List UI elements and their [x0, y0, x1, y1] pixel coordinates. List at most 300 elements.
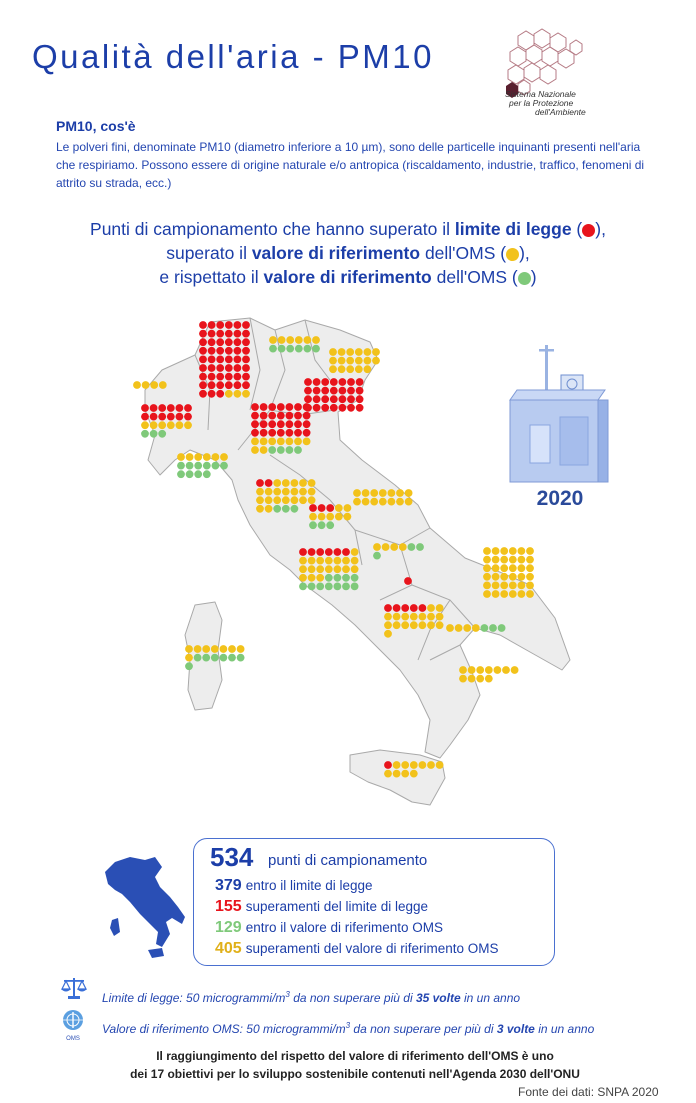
sampling-point-dot [390, 543, 398, 551]
sampling-point-dot [393, 761, 401, 769]
sampling-point-dot [158, 413, 166, 421]
sampling-point-dot [518, 582, 526, 590]
sampling-point-dot [299, 583, 307, 591]
sampling-point-dot [220, 453, 228, 461]
sampling-point-dot [185, 645, 193, 653]
sampling-point-dot [489, 624, 497, 632]
sampling-point-dot [242, 364, 250, 372]
mini-italy-icon [100, 852, 190, 962]
sampling-point-dot [237, 645, 245, 653]
sampling-point-dot [211, 645, 219, 653]
sampling-point-dot [286, 412, 294, 420]
sampling-point-dot [304, 387, 312, 395]
sampling-point-dot [405, 498, 413, 506]
sampling-point-dot [492, 547, 500, 555]
stat-row [215, 877, 373, 895]
sampling-point-dot [500, 564, 508, 572]
sampling-point-dot [436, 613, 444, 621]
sampling-point-dot [379, 489, 387, 497]
sampling-point-dot [339, 395, 347, 403]
sampling-point-dot [393, 770, 401, 778]
sampling-point-dot [150, 404, 158, 412]
sampling-point-dot [316, 574, 324, 582]
sampling-point-dot [256, 496, 264, 504]
sampling-point-dot [419, 621, 427, 629]
sampling-point-dot [347, 387, 355, 395]
sampling-point-dot [339, 378, 347, 386]
sampling-point-dot [202, 654, 210, 662]
sampling-point-dot [260, 412, 268, 420]
sampling-point-dot [316, 557, 324, 565]
sampling-point-dot [282, 488, 290, 496]
sampling-point-dot [199, 338, 207, 346]
sampling-point-dot [351, 574, 359, 582]
sampling-point-dot [294, 412, 302, 420]
sampling-point-dot [526, 564, 534, 572]
sampling-point-dot [401, 604, 409, 612]
logo-line-1: Sistema Nazionale [505, 89, 576, 99]
sampling-point-dot [242, 330, 250, 338]
sampling-point-dot [208, 338, 216, 346]
sampling-point-dot [199, 364, 207, 372]
sampling-point-dot [186, 462, 194, 470]
sampling-point-dot [500, 573, 508, 581]
sampling-point-dot [492, 573, 500, 581]
sampling-point-dot [399, 543, 407, 551]
sampling-point-dot [388, 498, 396, 506]
stat-row [215, 919, 443, 937]
total-count: 534 [210, 842, 254, 872]
sampling-point-dot [351, 557, 359, 565]
sampling-point-dot [370, 489, 378, 497]
sampling-point-dot [251, 420, 259, 428]
sampling-point-dot [483, 582, 491, 590]
sampling-point-dot [330, 387, 338, 395]
sampling-point-dot [150, 381, 158, 389]
sampling-point-dot [304, 395, 312, 403]
sampling-point-dot [518, 547, 526, 555]
sampling-point-dot [212, 462, 220, 470]
sampling-point-dot [362, 498, 370, 506]
sampling-point-dot [234, 330, 242, 338]
sampling-point-dot [325, 574, 333, 582]
sampling-point-dot [344, 504, 352, 512]
sampling-point-dot [342, 583, 350, 591]
stat-label: superamenti del valore di riferimento OMS [245, 941, 499, 956]
sampling-point-dot [388, 489, 396, 497]
sampling-point-dot [216, 330, 224, 338]
sampling-point-dot [225, 390, 233, 398]
sampling-point-dot [282, 505, 290, 513]
sampling-point-dot [356, 378, 364, 386]
sampling-point-dot [526, 590, 534, 598]
who-mid: da non superare per più di [350, 1022, 497, 1036]
region-dots-liguria [177, 453, 228, 478]
sampling-point-dot [286, 446, 294, 454]
sampling-point-dot [308, 574, 316, 582]
sampling-point-dot [483, 573, 491, 581]
sampling-point-dot [316, 583, 324, 591]
sampling-point-dot [509, 547, 517, 555]
sampling-point-dot [526, 547, 534, 555]
sampling-point-dot [194, 470, 202, 478]
sampling-point-dot [500, 582, 508, 590]
sampling-point-dot [216, 356, 224, 364]
sampling-point-dot [286, 403, 294, 411]
sampling-point-dot [342, 557, 350, 565]
sampling-point-dot [251, 412, 259, 420]
sampling-point-dot [384, 770, 392, 778]
sampling-point-dot [203, 470, 211, 478]
sampling-point-dot [355, 357, 363, 365]
sampling-point-dot [485, 666, 493, 674]
sampling-point-dot [500, 590, 508, 598]
sampling-point-dot [277, 420, 285, 428]
sampling-point-dot [176, 404, 184, 412]
sampling-point-dot [225, 330, 233, 338]
law-limit-note [102, 990, 520, 1005]
sampling-point-dot [199, 330, 207, 338]
sampling-point-dot [216, 381, 224, 389]
stat-label: superamenti del limite di legge [245, 899, 429, 914]
sampling-point-dot [483, 556, 491, 564]
sampling-point-dot [158, 404, 166, 412]
sampling-point-dot [234, 321, 242, 329]
sampling-point-dot [294, 446, 302, 454]
sampling-point-dot [273, 505, 281, 513]
sampling-point-dot [518, 573, 526, 581]
sampling-point-dot [299, 565, 307, 573]
sampling-point-dot [133, 381, 141, 389]
headline-l3b: valore di riferimento [263, 267, 432, 287]
sampling-point-dot [364, 348, 372, 356]
sampling-point-dot [419, 761, 427, 769]
sampling-point-dot [251, 429, 259, 437]
sampling-point-dot [318, 521, 326, 529]
sampling-point-dot [355, 365, 363, 373]
sampling-point-dot [325, 548, 333, 556]
sampling-point-dot [483, 590, 491, 598]
logo-line-2: per la Protezione [509, 98, 574, 108]
sampling-point-dot [410, 770, 418, 778]
sampling-point-dot [158, 421, 166, 429]
sampling-point-dot [260, 446, 268, 454]
sampling-point-dot [335, 504, 343, 512]
sampling-point-dot [242, 338, 250, 346]
sampling-point-dot [256, 479, 264, 487]
sampling-point-dot [208, 321, 216, 329]
sampling-point-dot [194, 654, 202, 662]
sampling-point-dot [150, 430, 158, 438]
sampling-point-dot [330, 378, 338, 386]
sampling-point-dot [483, 547, 491, 555]
sampling-point-dot [325, 557, 333, 565]
footer-line-1: Il raggiungimento del rispetto del valore di riferimento dell'OMS è uno [156, 1049, 554, 1063]
sampling-point-dot [291, 496, 299, 504]
sampling-point-dot [260, 403, 268, 411]
sampling-point-dot [199, 347, 207, 355]
sampling-point-dot [304, 378, 312, 386]
sampling-point-dot [309, 504, 317, 512]
sampling-point-dot [346, 348, 354, 356]
headline-l1a: Punti di campionamento che hanno superato il [90, 219, 455, 239]
sampling-point-dot [353, 489, 361, 497]
sampling-point-dot [194, 645, 202, 653]
sampling-point-dot [498, 624, 506, 632]
sampling-point-dot [404, 577, 412, 585]
sampling-point-dot [313, 404, 321, 412]
sampling-point-dot [202, 645, 210, 653]
sampling-point-dot [141, 404, 149, 412]
headline-l2d: ), [519, 243, 530, 263]
sampling-point-dot [492, 556, 500, 564]
sampling-point-dot [455, 624, 463, 632]
sampling-point-dot [308, 565, 316, 573]
sampling-point-dot [294, 438, 302, 446]
who-logo-icon [60, 1008, 86, 1042]
sampling-point-dot [347, 378, 355, 386]
sampling-point-dot [273, 496, 281, 504]
sampling-point-dot [177, 462, 185, 470]
sampling-point-dot [468, 666, 476, 674]
sampling-point-dot [294, 403, 302, 411]
sampling-point-dot [500, 556, 508, 564]
sampling-point-dot [356, 395, 364, 403]
stat-label: entro il valore di riferimento OMS [245, 920, 444, 935]
sampling-point-dot [492, 590, 500, 598]
sampling-point-dot [273, 488, 281, 496]
sampling-point-dot [203, 453, 211, 461]
sampling-point-dot [344, 513, 352, 521]
sampling-point-dot [208, 364, 216, 372]
sampling-point-dot [313, 378, 321, 386]
sampling-point-dot [329, 348, 337, 356]
sampling-point-dot [347, 395, 355, 403]
sampling-point-dot [184, 421, 192, 429]
monitoring-station-icon [505, 345, 615, 485]
law-mid: da non superare più di [289, 991, 416, 1005]
sampling-point-dot [338, 365, 346, 373]
sampling-point-dot [216, 390, 224, 398]
sampling-point-dot [194, 453, 202, 461]
sampling-point-dot [303, 412, 311, 420]
year-label: 2020 [536, 487, 584, 510]
sampling-point-dot [177, 453, 185, 461]
sampling-point-dot [405, 489, 413, 497]
sampling-point-dot [308, 557, 316, 565]
sampling-point-dot [419, 613, 427, 621]
sampling-point-dot [309, 513, 317, 521]
sampling-point-dot [384, 604, 392, 612]
sampling-point-dot [308, 548, 316, 556]
sampling-point-dot [526, 573, 534, 581]
sampling-point-dot [286, 345, 294, 353]
sampling-point-dot [291, 488, 299, 496]
sampling-point-dot [436, 761, 444, 769]
sampling-point-dot [225, 381, 233, 389]
headline-l2c: dell'OMS ( [420, 243, 507, 263]
sampling-point-dot [384, 630, 392, 638]
definition-text: Le polveri fini, denominate PM10 (diametro inferiore a 10 µm), sono delle particelle inquinanti presenti nell'aria che respiriamo. Possono essere di origine naturale e/o antropica (riscaldamento, industrie, traffico, fenomeni di attrito su strada, ecc.) [56, 140, 645, 190]
sampling-point-dot [401, 621, 409, 629]
sampling-point-dot [335, 513, 343, 521]
stat-number: 155 [215, 898, 242, 915]
sampling-point-dot [299, 557, 307, 565]
sampling-point-dot [330, 404, 338, 412]
who-bold: 3 volte [496, 1022, 535, 1036]
sampling-point-dot [208, 330, 216, 338]
sampling-point-dot [410, 604, 418, 612]
sampling-point-dot [342, 565, 350, 573]
sampling-point-dot [299, 574, 307, 582]
sampling-point-dot [338, 357, 346, 365]
sampling-point-dot [370, 498, 378, 506]
sampling-point-dot [234, 390, 242, 398]
sampling-point-dot [268, 403, 276, 411]
sampling-point-dot [304, 336, 312, 344]
sampling-point-dot [268, 420, 276, 428]
sampling-point-dot [282, 479, 290, 487]
sampling-point-dot [373, 552, 381, 560]
sampling-point-dot [208, 390, 216, 398]
sampling-point-dot [225, 356, 233, 364]
sampling-point-dot [401, 761, 409, 769]
sampling-point-dot [278, 345, 286, 353]
stat-number: 129 [215, 919, 242, 936]
sampling-point-dot [526, 582, 534, 590]
sampling-point-dot [228, 654, 236, 662]
sampling-point-dot [242, 356, 250, 364]
sampling-point-dot [334, 583, 342, 591]
sampling-point-dot [242, 381, 250, 389]
sampling-point-dot [427, 604, 435, 612]
sampling-point-dot [295, 336, 303, 344]
sampling-point-dot [269, 345, 277, 353]
sampling-point-dot [308, 479, 316, 487]
sampling-point-dot [351, 565, 359, 573]
sampling-point-dot [251, 403, 259, 411]
sampling-point-dot [468, 675, 476, 683]
sampling-point-dot [308, 496, 316, 504]
stat-row [215, 898, 428, 916]
sampling-point-dot [159, 381, 167, 389]
sampling-point-dot [208, 347, 216, 355]
who-reference-note [102, 1021, 594, 1036]
stat-label: entro il limite di legge [245, 878, 373, 893]
sampling-point-dot [436, 604, 444, 612]
sampling-point-dot [268, 412, 276, 420]
logo-text [505, 90, 586, 117]
sampling-point-dot [500, 547, 508, 555]
sampling-point-dot [199, 356, 207, 364]
sampling-point-dot [234, 381, 242, 389]
sampling-point-dot [234, 338, 242, 346]
sampling-point-dot [216, 321, 224, 329]
sampling-point-dot [382, 543, 390, 551]
sampling-point-dot [408, 543, 416, 551]
sampling-point-dot [260, 438, 268, 446]
sampling-point-dot [396, 498, 404, 506]
sampling-point-dot [141, 413, 149, 421]
sampling-point-dot [216, 347, 224, 355]
sampling-point-dot [316, 565, 324, 573]
headline-l3c: dell'OMS ( [431, 267, 518, 287]
sampling-point-dot [167, 413, 175, 421]
sampling-point-dot [334, 574, 342, 582]
sampling-point-dot [208, 356, 216, 364]
sampling-point-dot [220, 645, 228, 653]
sampling-point-dot [384, 613, 392, 621]
sampling-point-dot [410, 621, 418, 629]
sampling-point-dot [256, 488, 264, 496]
sampling-point-dot [299, 488, 307, 496]
sampling-point-dot [339, 404, 347, 412]
stat-row [215, 940, 499, 958]
sampling-point-dot [299, 479, 307, 487]
headline-l1d: ), [595, 219, 606, 239]
sampling-point-dot [225, 338, 233, 346]
sampling-point-dot [472, 624, 480, 632]
sampling-point-dot [277, 429, 285, 437]
sampling-point-dot [220, 462, 228, 470]
sampling-point-dot [502, 666, 510, 674]
sampling-point-dot [265, 488, 273, 496]
sampling-point-dot [225, 373, 233, 381]
law-pre: Limite di legge: 50 microgrammi/m [102, 991, 286, 1005]
sampling-point-dot [509, 556, 517, 564]
sampling-point-dot [334, 565, 342, 573]
sampling-point-dot [393, 604, 401, 612]
sicily-shape [350, 750, 445, 805]
sampling-point-dot [216, 338, 224, 346]
sampling-point-dot [326, 513, 334, 521]
sampling-point-dot [313, 395, 321, 403]
sampling-point-dot [509, 573, 517, 581]
sampling-point-dot [325, 565, 333, 573]
sampling-point-dot [308, 488, 316, 496]
sampling-point-dot [228, 645, 236, 653]
sampling-point-dot [321, 387, 329, 395]
sampling-point-dot [277, 403, 285, 411]
sampling-point-dot [176, 421, 184, 429]
sampling-point-dot [199, 381, 207, 389]
sampling-point-dot [225, 321, 233, 329]
sampling-point-dot [309, 521, 317, 529]
sampling-point-dot [427, 613, 435, 621]
headline-l2a: superato il [166, 243, 252, 263]
sampling-point-dot [436, 621, 444, 629]
sampling-point-dot [492, 582, 500, 590]
sampling-point-dot [401, 770, 409, 778]
sampling-point-dot [346, 357, 354, 365]
sampling-point-dot [312, 345, 320, 353]
sampling-point-dot [199, 373, 207, 381]
sampling-point-dot [278, 336, 286, 344]
sampling-point-dot [142, 381, 150, 389]
stat-number: 379 [215, 877, 242, 894]
sampling-point-dot [427, 761, 435, 769]
sampling-point-dot [286, 429, 294, 437]
headline [20, 217, 676, 289]
sampling-point-dot [291, 479, 299, 487]
sampling-point-dot [265, 479, 273, 487]
sampling-point-dot [481, 624, 489, 632]
sampling-point-dot [286, 420, 294, 428]
sampling-point-dot [234, 347, 242, 355]
sampling-point-dot [150, 413, 158, 421]
data-source: Fonte dei dati: SNPA 2020 [518, 1085, 659, 1099]
yellow-dot-icon [506, 248, 519, 261]
